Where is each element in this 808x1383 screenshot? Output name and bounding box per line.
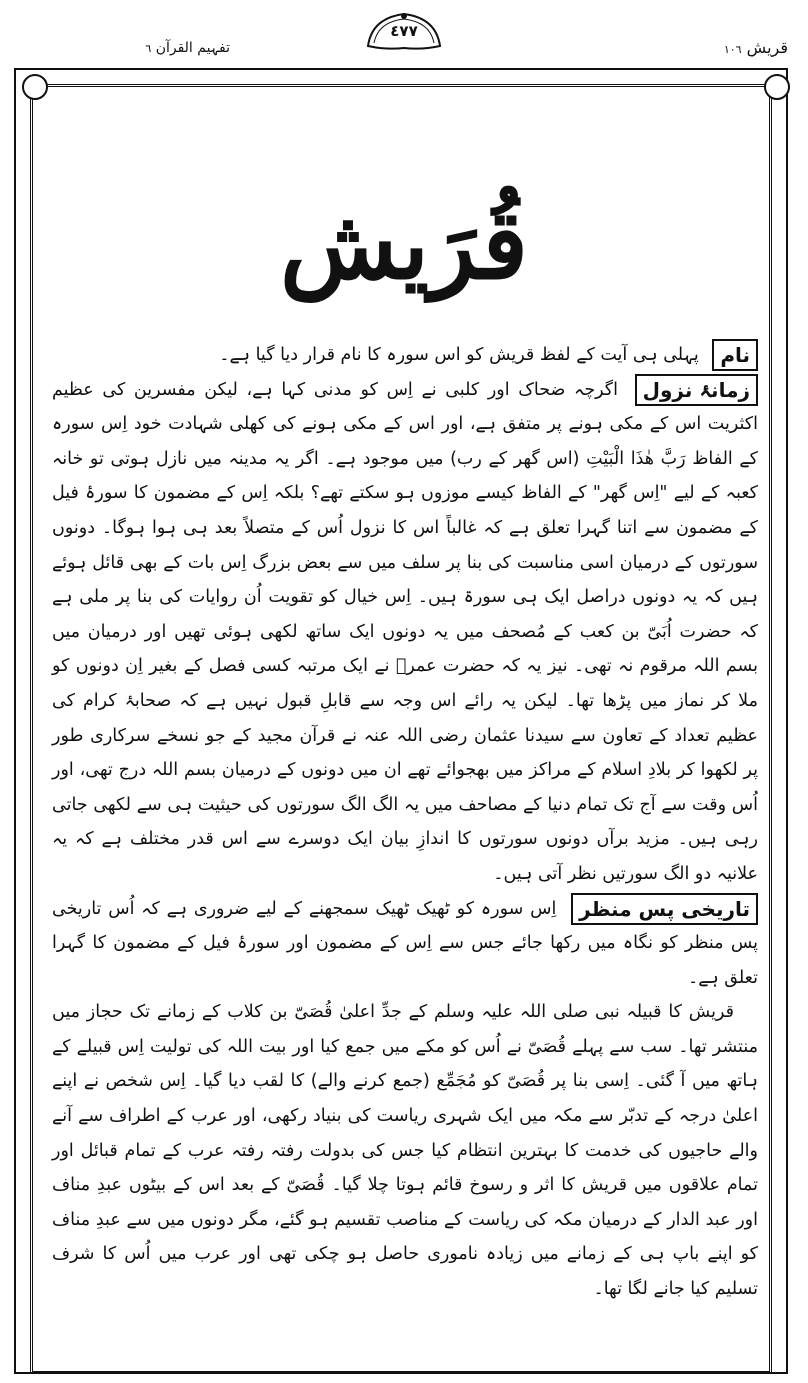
header-chapter-number: ١٠٦ (723, 43, 742, 56)
corner-ornament (764, 74, 790, 100)
section-name (52, 338, 758, 373)
section-revelation-period (52, 373, 758, 892)
section-historical-background (52, 892, 758, 996)
corner-ornament (22, 74, 48, 100)
section-text: اِس سورہ کو ٹھیک ٹھیک سمجھنے کے لیے ضروری ہے کہ اُس تاریخی پس منظر کو نگاہ میں رکھا جائے جس سے اِس کے مضمون اور سورۂ فیل کے مضمون کا گہرا تعلق ہے۔ (52, 898, 758, 988)
section-heading: زمانۂ نزول (635, 374, 758, 406)
section-text: اگرچہ ضحاک اور کلبی نے اِس کو مدنی کہا ہے، لیکن مفسرین کی عظیم اکثریت اس کے مکی ہونے پر متفق ہے، اور اس کے مکی ہونے کی کھلی شہادت خود اِس سورہ کے الفاظ رَبَّ هٰذَا الْبَيْتِ (اس گھر کے رب) میں موجود ہے۔ اگر یہ مدینہ میں نازل ہوتی تو خانہ کعبہ کے لیے "اِس گھر" کے الفاظ کیسے موزوں ہو سکتے تھے؟ بلکہ اِس کے مضمون کا سورۂ فیل کے مضمون سے اتنا گہرا تعلق ہے کہ غالباً اس کا نزول اُس کے متصلاً بعد ہی ہوا ہوگا۔ دونوں سورتوں کے درمیان اسی مناسبت کی بنا پر سلف میں سے بعض بزرگ اِس بات کے بھی قائل ہوئے ہیں کہ یہ دونوں دراصل ایک ہی سورۃ ہیں۔ اِس خیال کو تقویت اُن روایات کی بنا پر ملی ہے کہ حضرت اُبَیّ بن کعب کے مُصحف میں یہ دونوں ایک ساتھ لکھی ہوئی تھیں اور درمیان میں بسم اللہ مرقوم نہ تھی۔ نیز یہ کہ حضرت عمرؓ نے ایک مرتبہ کسی فصل کے بغیر اِن دونوں کو ملا کر نماز میں پڑھا تھا۔ لیکن یہ رائے اس وجہ سے قابلِ قبول نہیں ہے کہ صحابۂ کرام کی عظیم تعداد کے تعاون سے سیدنا عثمان رضی اللہ عنہ نے قرآن مجید کے جو نسخے سرکاری طور پر لکھوا کر بلادِ اسلام کے مراکز میں بھجوائے تھے ان میں دونوں کے درمیان بسم اللہ درج تھی، اور اُس وقت سے آج تک تمام دنیا کے مصاحف میں یہ الگ الگ سورتوں کی حیثیت ہی سے لکھی جاتی رہی ہیں۔ مزید برآں دونوں سورتوں کا اندازِ بیان ایک دوسرے سے اس قدر مختلف ہے کہ یہ علانیہ دو الگ سورتیں نظر آتی ہیں۔ (52, 379, 759, 884)
section-text: پہلی ہی آیت کے لفظ قریش کو اس سورہ کا نام قرار دیا گیا ہے۔ (219, 345, 699, 365)
section-heading: تاریخی پس منظر (571, 893, 758, 925)
running-header-book (0, 40, 230, 56)
page-number: ٤٧٧ (390, 22, 418, 40)
header-book-title: تفہیم القرآن (155, 40, 230, 56)
body-paragraph: قریش کا قبیلہ نبی صلی اللہ علیہ وسلم کے جدِّ اعلیٰ قُصَیّ بن کلاب کے زمانے تک حجاز میں منتشر تھا۔ سب سے پہلے قُصَیّ نے اُس کو مکے میں جمع کیا اور بیت اللہ کی تولیت اِس قبیلے کے ہاتھ میں آ گئی۔ اِسی بنا پر قُصَیّ کو مُجَمِّع (جمع کرنے والے) کا لقب دیا گیا۔ اِس شخص نے اپنے اعلیٰ درجہ کے تدبّر سے مکہ میں ایک شہری ریاست کی بنیاد رکھی، اور عرب کے اطراف سے آنے والے حاجیوں کی خدمت کا بہترین انتظام کیا جس کی بدولت رفتہ رفتہ عرب کے تمام قبائل اور تمام علاقوں میں قریش کا اثر و رسوخ قائم ہوتا چلا گیا۔ قُصَیّ کے بعد اس کے بیٹوں عبدِ مناف اور عبد الدار کے درمیان مکہ کی ریاست کے مناصب تقسیم ہو گئے، مگر دونوں میں سے عبدِ مناف کو اپنے باپ ہی کے زمانے میں زیادہ ناموری حاصل ہو چکی تھی اور عرب میں اُس کا شرف تسلیم کیا جانے لگا تھا۔ (52, 1002, 758, 1300)
header-chapter-name: قریش (746, 38, 788, 57)
header-volume: ٦ (145, 42, 152, 55)
article-body (52, 338, 758, 1307)
running-header-chapter (724, 38, 788, 57)
section-heading: نام (712, 339, 758, 371)
surah-title: قُرَیش (280, 188, 528, 301)
